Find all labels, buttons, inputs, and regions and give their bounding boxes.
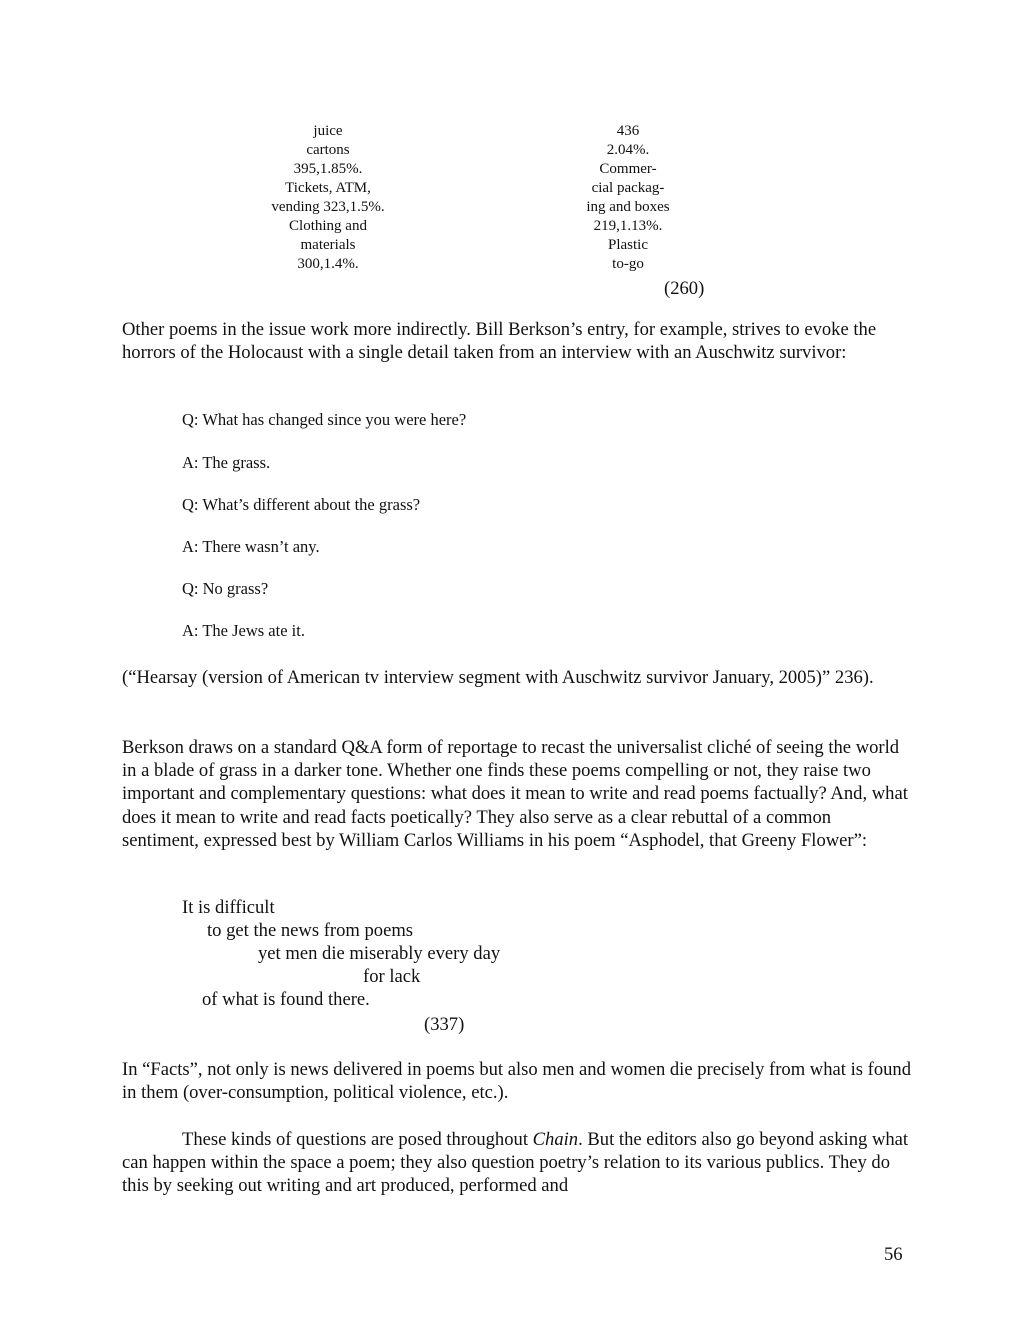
dialogue-line: A: The Jews ate it. bbox=[182, 621, 305, 640]
poem-line: of what is found there. bbox=[202, 989, 370, 1010]
journal-title-chain: Chain bbox=[532, 1129, 579, 1150]
paragraph-chain-text-end: . But the editors also go beyond asking what can happen within the space a poem; they also question poetry’s relation to its various publics. They do this by seeking out writing and art produced, performed and bbox=[122, 1129, 909, 1197]
figure-right-line: 219,1.13%. bbox=[593, 218, 663, 234]
figure-right-line: 2.04%. bbox=[606, 142, 650, 158]
figure-left-line: vending 323,1.5%. bbox=[271, 199, 385, 215]
figure-left-line: 300,1.4%. bbox=[297, 256, 359, 272]
page-number: 56 bbox=[884, 1244, 903, 1265]
poem-citation: (337) bbox=[424, 1014, 465, 1035]
paragraph-berkson: Berkson draws on a standard Q&A form of reportage to recast the universalist cliché of seeing the world in a blade of grass in a darker tone. Whether one finds these poems compelling or not, they raise two important and complementary questions: what does it mean to write and read poems factually? And, what does it mean to write and read facts poetically? They also serve as a clear rebuttal of a common sentiment, expressed best by William Carlos Williams in his poem “Asphodel, that Greeny Flower”: bbox=[122, 737, 908, 851]
paragraph-chain bbox=[122, 1128, 912, 1198]
dialogue-line: A: The grass. bbox=[182, 453, 271, 472]
figure-left-line: Tickets, ATM, bbox=[285, 180, 371, 196]
figure-left-line: Clothing and bbox=[289, 218, 367, 234]
figure-right-line: 436 bbox=[616, 123, 640, 139]
paragraph-facts: In “Facts”, not only is news delivered in poems but also men and women die precisely from what is found in them (over-consumption, political violence, etc.). bbox=[122, 1059, 912, 1104]
figure-right-line: Plastic bbox=[608, 237, 648, 253]
paragraph-intro: Other poems in the issue work more indirectly. Bill Berkson’s entry, for example, strives to evoke the horrors of the Holocaust with a single detail taken from an interview with an Auschwitz survivor: bbox=[122, 319, 877, 364]
figure-right-column bbox=[558, 122, 698, 274]
figure-right-line: cial packag- bbox=[591, 180, 665, 196]
dialogue-line: Q: No grass? bbox=[182, 579, 269, 598]
figure-right-line: Commer- bbox=[599, 161, 657, 177]
hearsay-citation: (“Hearsay (version of American tv interview segment with Auschwitz survivor January, 2005)” 236). bbox=[122, 667, 874, 688]
figure-left-line: 395,1.85%. bbox=[293, 161, 363, 177]
poem-line: to get the news from poems bbox=[207, 920, 414, 941]
figure-left-line: juice bbox=[313, 123, 343, 139]
dialogue-line: Q: What’s different about the grass? bbox=[182, 495, 421, 514]
paragraph-chain-text-start: These kinds of questions are posed throughout bbox=[182, 1129, 533, 1150]
figure-right-line: to-go bbox=[612, 256, 644, 272]
dialogue-line: Q: What has changed since you were here? bbox=[182, 410, 467, 429]
poem-line: yet men die miserably every day bbox=[258, 943, 501, 964]
figure-left-line: cartons bbox=[306, 142, 350, 158]
figure-left-column bbox=[238, 122, 418, 274]
dialogue-line: A: There wasn’t any. bbox=[182, 537, 320, 556]
figure-right-line: ing and boxes bbox=[586, 199, 670, 215]
poem-line: It is difficult bbox=[182, 897, 275, 918]
poem-line: for lack bbox=[363, 966, 421, 987]
figure-left-line: materials bbox=[300, 237, 356, 253]
figure-citation: (260) bbox=[664, 278, 705, 299]
